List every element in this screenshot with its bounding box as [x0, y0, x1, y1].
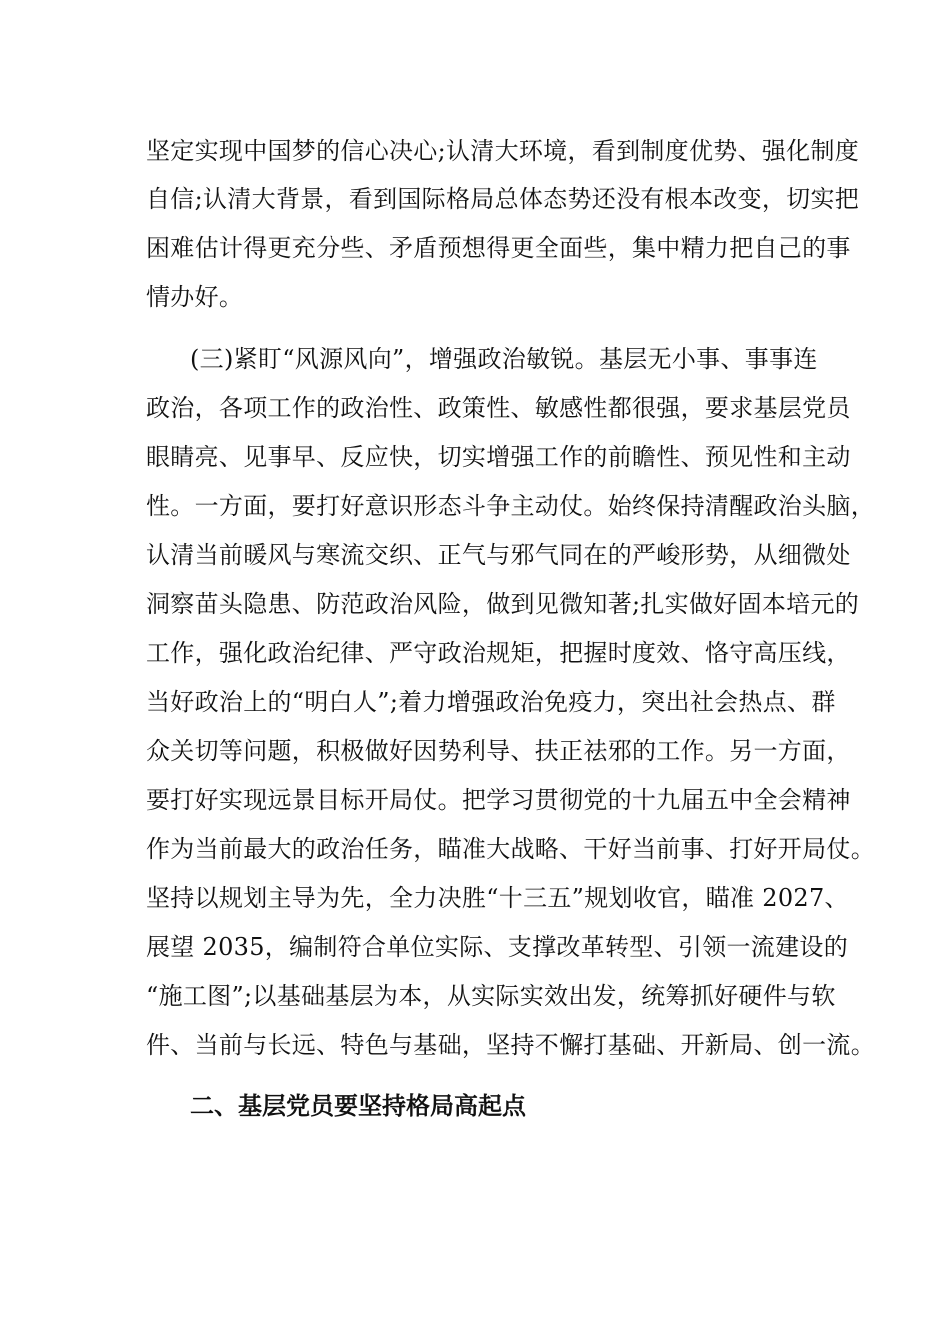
paragraph-2-line-1: (三)紧盯“风源风向”，增强政治敏锐。基层无小事、事事连 [190, 345, 818, 373]
section-heading: 二、基层党员要坚持格局高起点 [190, 1092, 526, 1120]
paragraph-2-line-9: 众关切等问题，积极做好因势利导、扶正祛邪的工作。另一方面， [146, 737, 851, 765]
paragraph-2-line-13: 展望 2035，编制符合单位实际、支撑改革转型、引领一流建设的 [146, 933, 849, 961]
paragraph-2-line-8: 当好政治上的“明白人”;着力增强政治免疫力，突出社会热点、群 [146, 688, 836, 716]
paragraph-1-line-1: 坚定实现中国梦的信心决心;认清大环境，看到制度优势、强化制度 [146, 137, 860, 165]
paragraph-2-line-10: 要打好实现远景目标开局仗。把学习贯彻党的十九届五中全会精神 [146, 786, 851, 814]
paragraph-2-line-15: 件、当前与长远、特色与基础，坚持不懈打基础、开新局、创一流。 [146, 1031, 875, 1059]
paragraph-2-line-11: 作为当前最大的政治任务，瞄准大战略、干好当前事、打好开局仗。 [146, 835, 875, 863]
paragraph-2-line-7: 工作，强化政治纪律、严守政治规矩，把握时度效、恪守高压线， [146, 639, 851, 667]
paragraph-2-line-5: 认清当前暖风与寒流交织、正气与邪气同在的严峻形势，从细微处 [146, 541, 851, 569]
paragraph-1-line-3: 困难估计得更充分些、矛盾预想得更全面些，集中精力把自己的事 [146, 234, 851, 262]
paragraph-2-line-14: “施工图”;以基础基层为本，从实际实效出发，统筹抓好硬件与软 [146, 982, 836, 1010]
paragraph-2-line-3: 眼睛亮、见事早、反应快，切实增强工作的前瞻性、预见性和主动 [146, 443, 851, 471]
paragraph-2-line-6: 洞察苗头隐患、防范政治风险，做到见微知著;扎实做好固本培元的 [146, 590, 860, 618]
paragraph-2-line-12: 坚持以规划主导为先，全力决胜“十三五”规划收官，瞄准 2027、 [146, 884, 849, 912]
paragraph-1-line-4: 情办好。 [146, 283, 244, 311]
paragraph-2-line-4: 性。一方面，要打好意识形态斗争主动仗。始终保持清醒政治头脑， [146, 492, 875, 520]
paragraph-2-line-2: 政治，各项工作的政治性、政策性、敏感性都很强，要求基层党员 [146, 394, 851, 422]
paragraph-1-line-2: 自信;认清大背景，看到国际格局总体态势还没有根本改变，切实把 [146, 185, 860, 213]
